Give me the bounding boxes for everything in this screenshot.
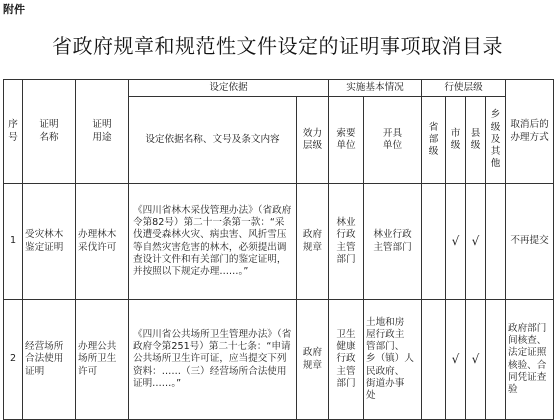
column-header-dept: 索要 单位 [329,97,364,184]
column-header-township: 乡 级 及 其 他 [486,97,506,184]
table-header-row-1 [4,80,554,97]
cell-level: 政府 规章 [297,184,329,300]
column-header-province: 省 部 级 [422,97,446,184]
cell-name: 受灾林木 鉴定证明 [23,184,76,300]
column-header-after: 取消后的 办理方式 [506,80,554,184]
table-row [4,300,554,420]
cell-purpose: 办理林木 采伐许可 [76,184,129,300]
cell-level: 政府 规章 [297,300,329,420]
column-header-name: 证明 名称 [23,80,76,184]
cell-issuer: 林业行政 主管部门 [364,184,422,300]
cell-after: 政府部门 间核查、 法定证照 核验、合 同凭证查 验 [506,300,554,420]
attachment-label: 附件 [3,3,25,16]
column-header-level: 效力 层级 [297,97,329,184]
cell-province [422,300,446,420]
column-header-seq: 序 号 [4,80,23,184]
cell-city: √ [446,300,466,420]
column-header-purpose: 证明 用途 [76,80,129,184]
cell-city: √ [446,184,466,300]
column-group-basis: 设定依据 [129,80,329,97]
cell-after: 不再提交 [506,184,554,300]
column-header-issuer: 开具 单位 [364,97,422,184]
column-group-implementation: 实施基本情况 [329,80,422,97]
cell-basis: 《四川省林木采伐管理办法》（省政府令第82号）第二十一条第一款：“采伐遭受森林火灾、病虫害、风折雪压等自然灾害危害的林木，必须提出调查设计文件和有关部门的鉴定证明，并按照以下规定办理……。” [129,184,297,300]
cell-dept: 卫生 健康 行政 主管 部门 [329,300,364,420]
cell-name: 经营场所 合法使用 证明 [23,300,76,420]
cell-seq: 1 [4,184,23,300]
cell-township [486,184,506,300]
page-title: 省政府规章和规范性文件设定的证明事项取消目录 [52,34,503,58]
certificate-cancellation-table [3,79,554,420]
cell-purpose: 办理公共 场所卫生 许可 [76,300,129,420]
table-row [4,184,554,300]
cell-province [422,184,446,300]
cell-county: √ [466,300,486,420]
cell-issuer: 土地和房 屋行政主 管部门、 乡（镇）人 民政府、 街道办事 处 [364,300,422,420]
cell-county: √ [466,184,486,300]
column-header-basis-text: 设定依据名称、文号及条文内容 [129,97,297,184]
column-group-scope: 行使层级 [422,80,506,97]
cell-dept: 林业 行政 主管 部门 [329,184,364,300]
cell-seq: 2 [4,300,23,420]
column-header-county: 县 级 [466,97,486,184]
cell-basis: 《四川省公共场所卫生管理办法》（省政府令第251号）第二十七条：“申请公共场所卫生许可证，应当提交下列资料：……（三）经营场所合法使用证明……。” [129,300,297,420]
cell-township [486,300,506,420]
column-header-city: 市 级 [446,97,466,184]
